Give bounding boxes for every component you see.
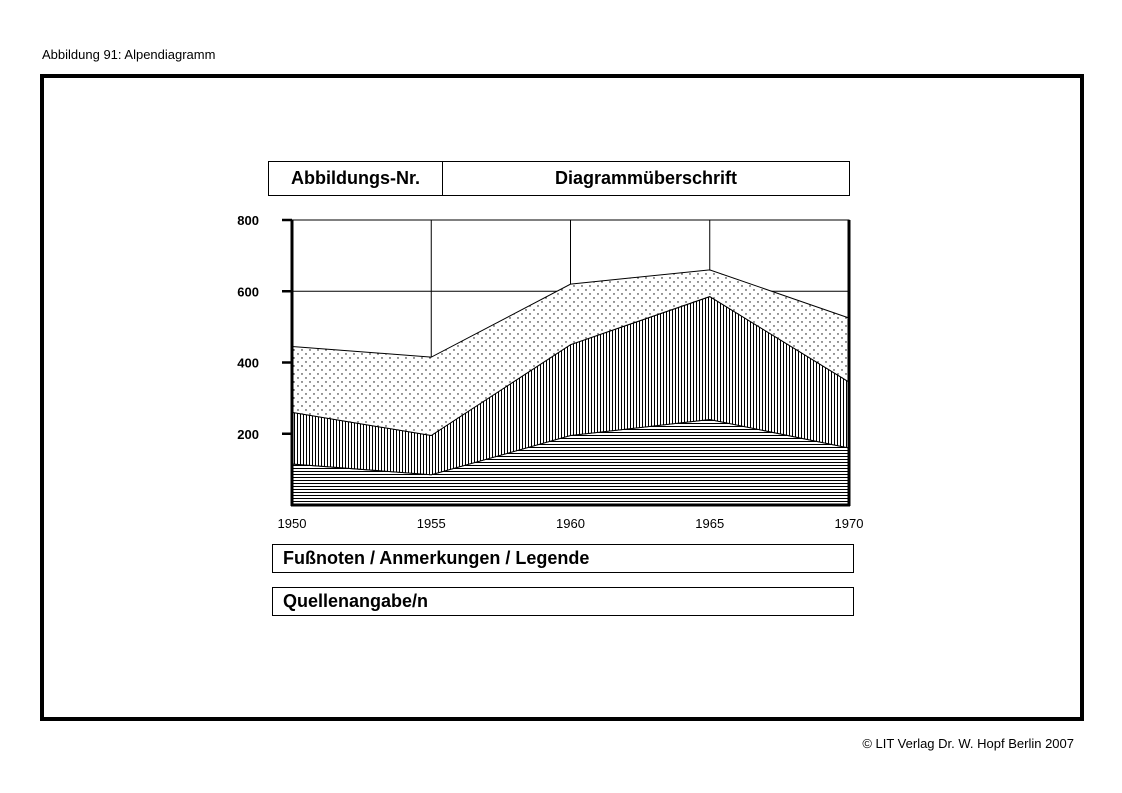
- y-tick-label: 800: [237, 213, 259, 228]
- x-tick-label: 1965: [695, 516, 725, 531]
- figure-number-label: Abbildungs-Nr.: [269, 162, 443, 195]
- x-tick-label: 1950: [277, 516, 307, 531]
- y-tick-label: 400: [237, 355, 259, 371]
- y-tick-label: 200: [237, 426, 259, 442]
- x-tick-label: 1970: [834, 516, 864, 531]
- source-box: Quellenangabe/n: [272, 587, 854, 616]
- x-tick-label: 1960: [556, 516, 585, 531]
- figure-caption: Abbildung 91: Alpendiagramm: [42, 47, 216, 62]
- copyright-footer: © LIT Verlag Dr. W. Hopf Berlin 2007: [862, 736, 1074, 751]
- chart-heading: Diagrammüberschrift: [554, 168, 738, 188]
- y-tick-label: 600: [237, 284, 259, 300]
- legend-notes-box: Fußnoten / Anmerkungen / Legende: [272, 544, 854, 573]
- x-tick-label: 1955: [416, 516, 446, 531]
